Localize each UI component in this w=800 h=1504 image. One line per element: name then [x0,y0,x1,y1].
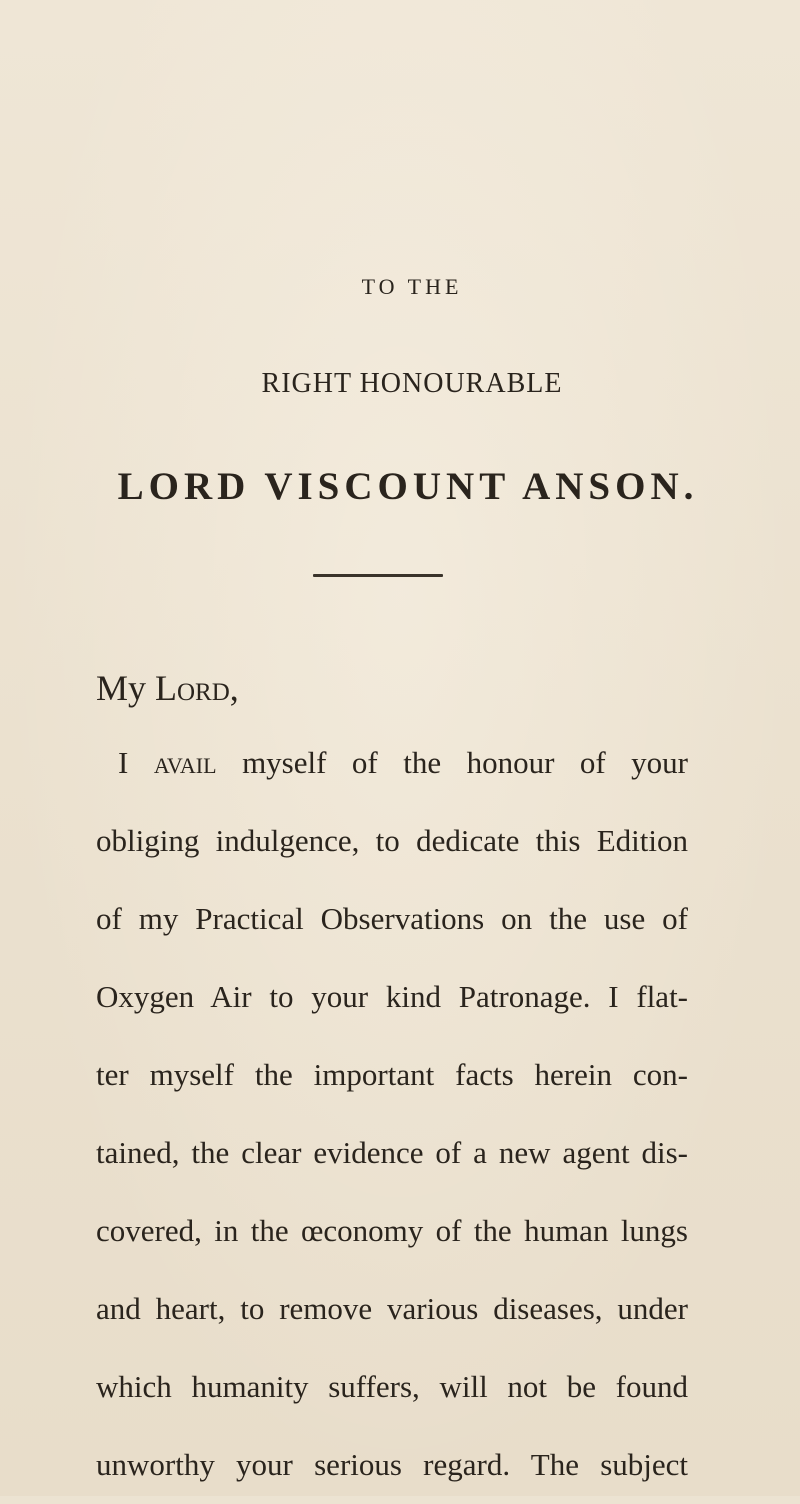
dedication-body [96,724,688,1504]
decorative-rule [313,574,443,577]
body-line-2: obliging indulgence, to dedicate this Edition [96,823,688,858]
dedication-name-line: LORD VISCOUNT ANSON. [117,465,699,508]
body-line-8: and heart, to remove various diseases, under [96,1291,688,1326]
dedication-title-line: RIGHT HONOURABLE [261,368,563,399]
body-line-3: of my Practical Observations on the use of [96,901,688,936]
body-line-1-rest: myself of the honour of your [242,745,688,780]
body-line-10: unworthy your serious regard. The subject [96,1447,688,1482]
opening-capital: I [118,745,129,780]
body-line-6: tained, the clear evidence of a new agent dis- [96,1135,688,1170]
salutation-my: My [96,668,147,708]
body-line-9: which humanity suffers, will not be found [96,1369,688,1404]
body-line-4: Oxygen Air to your kind Patronage. I flat- [96,979,688,1014]
body-line-7: covered, in the œconomy of the human lungs [96,1213,688,1248]
body-line-5: ter myself the important facts herein con- [96,1057,688,1092]
opening-small-caps: avail [153,745,217,780]
salutation-lord: Lord, [155,668,239,708]
salutation [96,667,239,709]
body-line-1 [96,724,688,802]
dedication-to-the: TO THE [361,274,463,299]
